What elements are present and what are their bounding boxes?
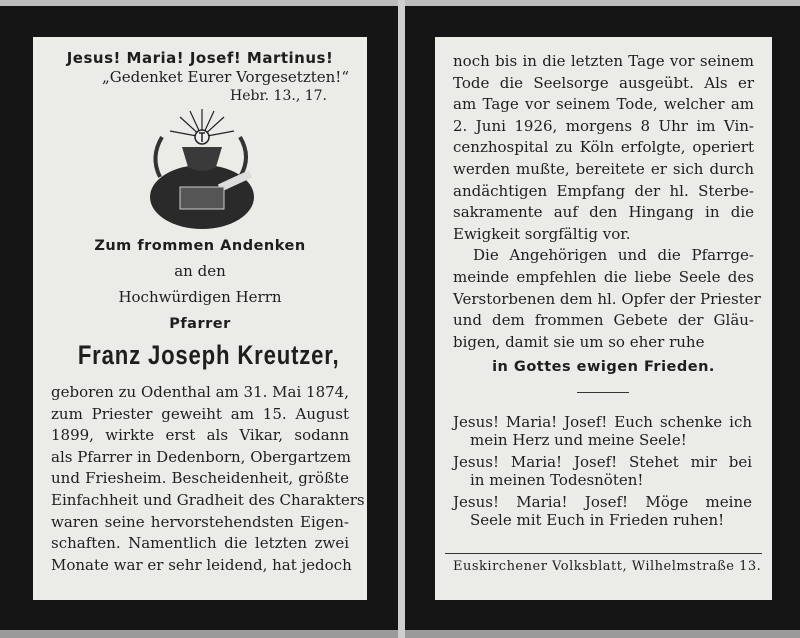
memorial-heading: Zum frommen Andenken	[94, 238, 306, 254]
body-text-line: geboren zu Odenthal am 31. Mai 1874,	[51, 383, 349, 401]
body-text-line: werden mußte, bereitete er sich durch	[453, 160, 754, 178]
prayer-line: Jesus! Maria! Josef! Stehet mir bei	[453, 453, 752, 471]
body-text-line: bigen, damit sie um so eher ruhe	[453, 332, 705, 351]
printer-imprint: Euskirchener Volksblatt, Wilhelmstraße 13.	[453, 559, 762, 574]
body-text-line: meinde empfehlen die liebe Seele des	[453, 268, 754, 286]
body-text-line: als Pfarrer in Dedenborn, Obergartzem	[51, 447, 351, 466]
dedication-line: an den	[174, 262, 226, 280]
body-text-line: Verstorbenen dem hl. Opfer der Priester	[453, 289, 761, 308]
prayer-line: Jesus! Maria! Josef! Euch schenke ich	[453, 413, 752, 431]
deceased-name: Franz Joseph Kreutzer,	[77, 340, 340, 370]
header-invocation: Jesus! Maria! Josef! Martinus!	[66, 49, 334, 67]
prayer-line-continued: mein Herz und meine Seele!	[470, 431, 687, 449]
body-text-line: Monate war er sehr leidend, hat jedoch	[51, 555, 352, 574]
body-text-line: schaften. Namentlich die letzten zwei	[51, 534, 349, 553]
body-text-line: Tode die Seelsorge ausgeübt. Als er	[453, 73, 754, 92]
body-text-line: und Friesheim. Bescheidenheit, größte	[51, 469, 349, 488]
clergy-title: Pfarrer	[169, 316, 231, 332]
body-text-line: andächtigen Empfang der hl. Sterbe-	[453, 181, 754, 200]
body-text-line: Ewigkeit sorgfältig vor.	[453, 224, 631, 243]
body-text-line: Einfachheit und Gradheit des Charakters	[51, 491, 365, 509]
divider	[445, 553, 762, 554]
body-text-line: am Tage vor seinem Tode, welcher am	[453, 95, 754, 114]
divider	[577, 392, 629, 393]
prayer-line: Jesus! Maria! Josef! Möge meine	[453, 493, 752, 511]
body-text-line: 2. Juni 1926, morgens 8 Uhr im Vin-	[453, 116, 754, 135]
honorific: Hochwürdigen Herrn	[118, 288, 282, 306]
scripture-quote: „Gedenket Eurer Vorgesetzten!“	[101, 68, 349, 86]
body-text-line: 1899, wirkte erst als Vikar, sodann	[51, 426, 349, 445]
body-text-line: sakramente auf den Hingang in die	[453, 203, 754, 222]
chalice-with-host-cross-and-books-icon	[140, 107, 265, 232]
closing-line: in Gottes ewigen Frieden.	[492, 359, 715, 375]
prayer-line-continued: in meinen Todesnöten!	[470, 471, 644, 489]
card-left-page	[33, 37, 367, 600]
card-fold	[398, 0, 405, 638]
body-text-line: Die Angehörigen und die Pfarrge-	[473, 246, 754, 265]
body-text-line: noch bis in die letzten Tage vor seinem	[453, 52, 754, 70]
prayer-line-continued: Seele mit Euch in Frieden ruhen!	[470, 511, 725, 529]
body-text-line: und dem frommen Gebete der Gläu-	[453, 311, 754, 330]
body-text-line: cenzhospital zu Köln erfolgte, operiert	[453, 138, 754, 157]
scripture-reference: Hebr. 13., 17.	[230, 88, 327, 104]
body-text-line: zum Priester geweiht am 15. August	[51, 404, 349, 423]
card-right-page	[435, 37, 772, 600]
body-text-line: waren seine hervorstehendsten Eigen-	[51, 512, 349, 531]
